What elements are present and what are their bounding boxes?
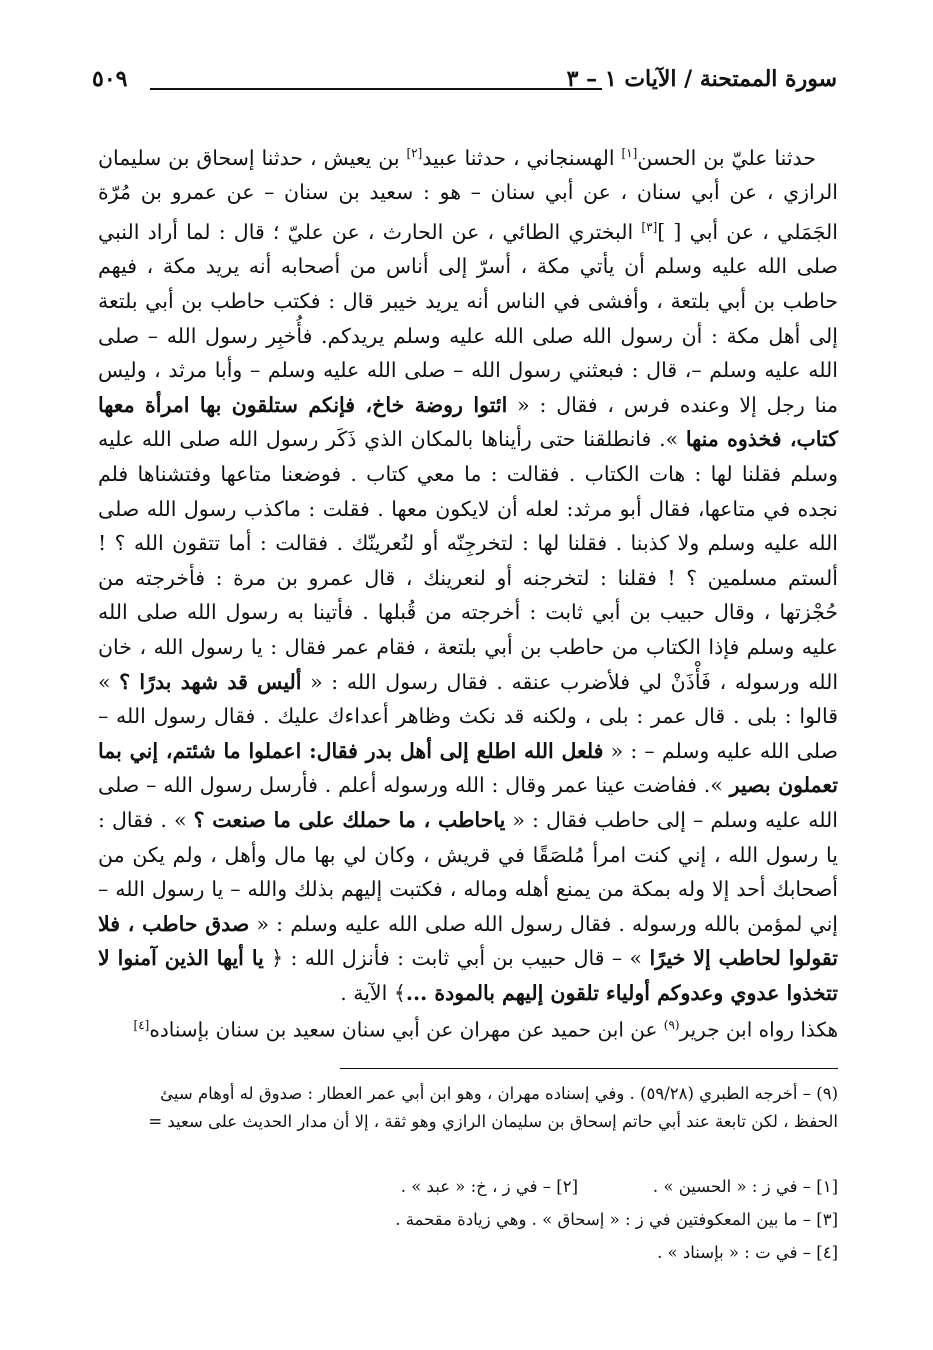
prophetic-quote: فلعل الله اطلع إلى أهل بدر فقال: اعملوا ما شئتم، إني بما تعملون بصير [98, 738, 838, 798]
prophetic-quote: ياحاطب ، ما حملك على ما صنعت ؟ [193, 807, 506, 832]
variant-ref: [٣] [641, 220, 658, 235]
text-run: ] [657, 219, 666, 244]
variant-row [98, 1203, 838, 1236]
text-run: » – قال حبيب بن أبي ثابت : فأنزل الله : ﴿ [263, 946, 650, 971]
running-title: سورة الممتحنة / الآيات ١ – ٣ [566, 66, 837, 92]
footnote-line: الحفظ ، لكن تابعة عند أبي حاتم إسحاق بن سليمان الرازي وهو ثقة ، إلا أن مدار الحديث على سعيد = [148, 1112, 838, 1131]
prophetic-quote: أليس قد شهد بدرًا ؟ [119, 669, 302, 694]
text-run: هكذا رواه ابن جرير [679, 1017, 838, 1042]
prophetic-quote: ائتوا روضة خاخ، فإنكم ستلقون بها امرأة معها كتاب، فخذوه منها [98, 392, 838, 452]
closing-line [98, 1010, 838, 1045]
variant-note-1: [١] – في ز : « الحسين » . [652, 1177, 838, 1196]
footnote-9 [98, 1080, 838, 1136]
header-rule [150, 88, 602, 90]
text-run: بن يعيش ، حدثنا إسحاق بن سليمان الرازي ، عن أبي سنان ، عن أبي سنان – هو : سعيد بن سنان – عن عمرو بن مُرّة الجَمَلي ، عن أبي [ [98, 145, 839, 244]
prophetic-quote: صدق حاطب ، فلا تقولوا لحاطب إلا خيرًا [98, 911, 838, 971]
variant-note-2: [٢] – في ز ، خ: « عبد » . [400, 1177, 578, 1196]
variant-row [98, 1170, 838, 1203]
main-text [98, 136, 838, 1011]
text-run: ». فانطلقنا حتى رأيناها بالمكان الذي ذَكَر رسول الله صلى الله عليه وسلم فقلنا لها : هات الكتاب . فقالت : ما معي كتاب . فوضعنا متاعها وفتشناها فلم نجده في متاعها، فقال أبو مرثد: لعله أن لايكون معها . فقلت : ماكذب رسول الله صلى الله عليه وسلم ولا كذبنا . فقلنا لها : لتخرجِنّه أو لنُعرينّك . فقالت : أما تتقون الله ؟ ! ألستم مسلمين ؟ ! فقلنا : لتخرجنه أو لنعرينك ، قال عمرو بن مرة : فأخرجته من حُجْزتها ، وقال حبيب بن أبي ثابت : أخرجته من قُبلها . فأتينا به رسول الله صلى الله عليه وسلم فإذا الكتاب من حاطب بن أبي بلتعة ، فقام عمر فقال : يا رسول الله ، خان الله ورسوله ، فَأْذَنْ لي فلأضرب عنقه . فقال رسول الله : « [98, 427, 839, 694]
text-run: الهسنجاني ، حدثنا عبيد [422, 145, 622, 170]
text-run: » . فقال : يا رسول الله ، إني كنت امرأ مُلصَقًا في قريش ، وكان لي بها مال وأهل ، ولم يكن من أصحابك أحد إلا وله بمكة من يمنع أهله وماله ، فكتبت إليهم بذلك والله – يا رسول الله – إني لمؤمن بالله ورسوله . فقال رسول الله صلى الله عليه وسلم : « [98, 807, 838, 936]
variant-ref: [١] [621, 146, 638, 160]
text-run: » قالوا : بلى . قال عمر : بلى ، ولكنه قد نكث وظاهر أعداءك عليك . فقال رسول الله – صلى الله عليه وسلم – : « [98, 669, 838, 763]
variant-notes [98, 1170, 838, 1269]
footnote-line: (٩) – أخرجه الطبري (٥٩/٢٨) . وفي إسناده مهران ، وهو ابن أبي عمر العطار : صدوق له أوهام سيئ [160, 1084, 838, 1103]
variant-note-4: [٤] – في ت : « بإسناد » . [657, 1243, 838, 1262]
footnote-ref: (٩) [663, 1018, 680, 1032]
footnote-separator [340, 1068, 838, 1069]
page-number: ٥٠٩ [92, 66, 128, 92]
text-run: حدثنا عليّ بن الحسن [637, 145, 816, 170]
variant-ref: [٢] [406, 146, 423, 160]
text-run: عن ابن حميد عن مهران عن أبي سنان سعيد بن سنان بإسناده [149, 1017, 664, 1042]
variant-ref: [٤] [133, 1018, 150, 1032]
text-run: ». ففاضت عينا عمر وقال : الله ورسوله أعلم . فأرسل رسول الله – صلى الله عليه وسلم – إلى حاطب فقال : « [98, 773, 838, 832]
page-header [92, 66, 837, 100]
text-run: البختري الطائي ، عن الحارث ، عن عليّ ؛ قال : لما أراد النبي صلى الله عليه وسلم أن يأتي مكة ، أسرّ إلى أناس من أصحابه أنه يريد مكة ، فيهم حاطب بن أبي بلتعة ، وأفشى في الناس أنه يريد خيبر قال : فكتب حاطب بن أبي بلتعة إلى أهل مكة : أن رسول الله صلى الله عليه وسلم يريدكم. فأُخبِر رسول الله – صلى الله عليه وسلم –، قال : فبعثني رسول الله – صلى الله عليه وسلم – وأبا مرثد ، وليس منا رجل إلا وعنده فرس ، فقال : « [98, 219, 838, 417]
quran-verse: يا أيها الذين آمنوا لا تتخذوا عدوي وعدوكم أولياء تلقون إليهم بالمودة ... [98, 946, 838, 1005]
variant-note-3: [٣] – ما بين المعكوفتين في ز : « إسحاق » . وهي زيادة مقحمة . [395, 1210, 838, 1229]
variant-row [98, 1236, 838, 1269]
text-run: ﴾ الآية . [340, 980, 406, 1005]
hadith-paragraph [98, 136, 838, 1011]
